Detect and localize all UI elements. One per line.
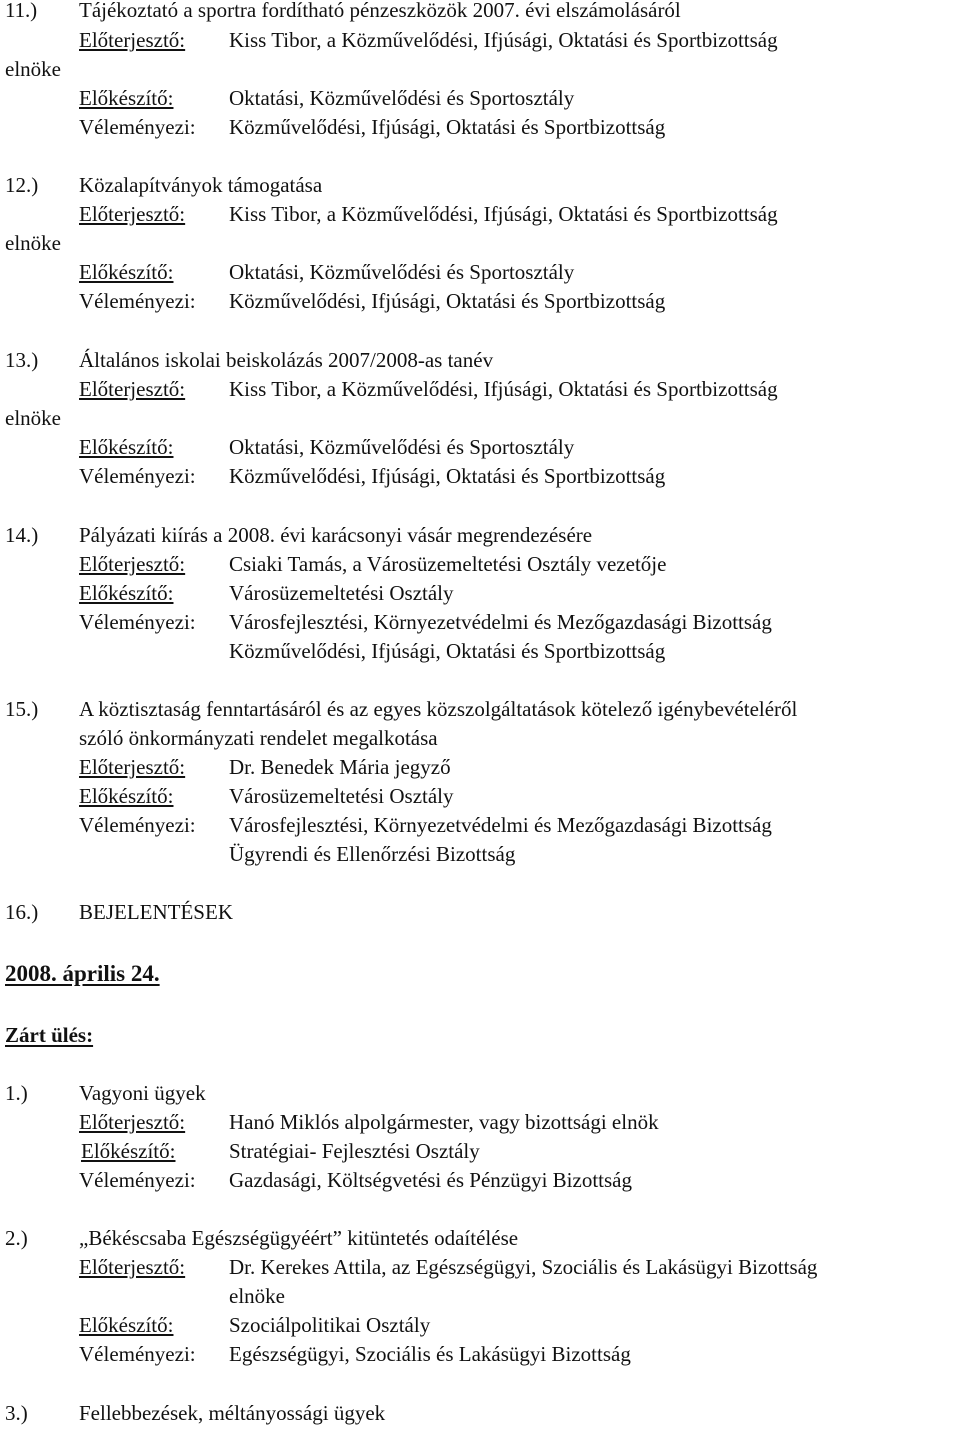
item-12-velemenyezi-value: Közművelődési, Ifjúsági, Oktatási és Sportbizottság [229,289,666,313]
item-16-number: 16.) [5,900,39,924]
item-15-velemenyezi-value-1: Városfejlesztési, Környezetvédelmi és Mezőgazdasági Bizottság [229,813,772,837]
item-12-title: Közalapítványok támogatása [79,173,323,197]
closed-item-3-title: Fellebbezések, méltányossági ügyek [79,1401,386,1425]
item-11-eloterjeszto-label: Előterjesztő: [79,28,186,52]
item-16-title: BEJELENTÉSEK [79,900,233,924]
item-12-elokeszito-label: Előkészítő: [79,260,174,284]
item-15-title-line-1: A köztisztaság fenntartásáról és az egyes közszolgáltatások kötelező igénybevételéről [79,697,798,721]
item-15-number: 15.) [5,697,39,721]
item-14-velemenyezi-label: Véleményezi: [79,610,196,634]
item-13-eloterjeszto-cont: elnöke [5,406,61,430]
item-12-eloterjeszto-label: Előterjesztő: [79,202,186,226]
closed-item-1-number: 1.) [5,1081,28,1105]
item-14-eloterjeszto-label: Előterjesztő: [79,552,186,576]
closed-item-2-eloterjeszto-value: Dr. Kerekes Attila, az Egészségügyi, Szociális és Lakásügyi Bizottság [229,1255,818,1279]
closed-item-2-title: „Békéscsaba Egészségügyéért” kitüntetés odaítélése [79,1226,519,1250]
item-11-title: Tájékoztató a sportra fordítható pénzeszközök 2007. évi elszámolásáról [79,0,681,22]
item-12-velemenyezi-label: Véleményezi: [79,289,196,313]
closed-item-1-elokeszito-value: Stratégiai- Fejlesztési Osztály [229,1139,480,1163]
closed-item-1-eloterjeszto-value: Hanó Miklós alpolgármester, vagy bizottsági elnök [229,1110,659,1134]
item-14-eloterjeszto-value: Csiaki Tamás, a Városüzemeltetési Osztály vezetője [229,552,667,576]
closed-item-3-number: 3.) [5,1401,28,1425]
item-13-elokeszito-label: Előkészítő: [79,435,174,459]
item-14-elokeszito-value: Városüzemeltetési Osztály [229,581,454,605]
item-12-eloterjeszto-cont: elnöke [5,231,61,255]
item-11-eloterjeszto-cont: elnöke [5,57,61,81]
item-13-title: Általános iskolai beiskolázás 2007/2008-as tanév [79,348,494,372]
item-15-elokeszito-label: Előkészítő: [79,784,174,808]
closed-item-2-velemenyezi-value: Egészségügyi, Szociális és Lakásügyi Bizottság [229,1342,631,1366]
item-14-number: 14.) [5,523,39,547]
closed-item-2-eloterjeszto-label: Előterjesztő: [79,1255,186,1279]
item-13-elokeszito-value: Oktatási, Közművelődési és Sportosztály [229,435,575,459]
item-11-velemenyezi-value: Közművelődési, Ifjúsági, Oktatási és Sportbizottság [229,115,666,139]
item-15-velemenyezi-value-2: Ügyrendi és Ellenőrzési Bizottság [229,842,516,866]
item-13-eloterjeszto-value: Kiss Tibor, a Közművelődési, Ifjúsági, Oktatási és Sportbizottság [229,377,778,401]
item-11-elokeszito-value: Oktatási, Közművelődési és Sportosztály [229,86,575,110]
item-12-elokeszito-value: Oktatási, Közművelődési és Sportosztály [229,260,575,284]
item-14-velemenyezi-value-2: Közművelődési, Ifjúsági, Oktatási és Sportbizottság [229,639,666,663]
item-11-elokeszito-label: Előkészítő: [79,86,174,110]
item-15-eloterjeszto-value: Dr. Benedek Mária jegyző [229,755,451,779]
item-13-number: 13.) [5,348,39,372]
item-14-title: Pályázati kiírás a 2008. évi karácsonyi vásár megrendezésére [79,523,593,547]
closed-item-2-elokeszito-value: Szociálpolitikai Osztály [229,1313,431,1337]
closed-item-1-eloterjeszto-label: Előterjesztő: [79,1110,186,1134]
item-15-title-line-2: szóló önkormányzati rendelet megalkotása [79,726,438,750]
item-11-velemenyezi-label: Véleményezi: [79,115,196,139]
closed-session-heading: Zárt ülés: [5,1023,94,1047]
closed-item-1-velemenyezi-value: Gazdasági, Költségvetési és Pénzügyi Bizottság [229,1168,632,1192]
closed-item-1-velemenyezi-label: Véleményezi: [79,1168,196,1192]
closed-item-2-number: 2.) [5,1226,28,1250]
item-11-number: 11.) [5,0,38,22]
item-12-number: 12.) [5,173,39,197]
item-15-eloterjeszto-label: Előterjesztő: [79,755,186,779]
item-13-velemenyezi-label: Véleményezi: [79,464,196,488]
item-14-elokeszito-label: Előkészítő: [79,581,174,605]
closed-item-2-elokeszito-label: Előkészítő: [79,1313,174,1337]
item-13-eloterjeszto-label: Előterjesztő: [79,377,186,401]
item-12-eloterjeszto-value: Kiss Tibor, a Közművelődési, Ifjúsági, Oktatási és Sportbizottság [229,202,778,226]
closed-item-2-velemenyezi-label: Véleményezi: [79,1342,196,1366]
item-15-elokeszito-value: Városüzemeltetési Osztály [229,784,454,808]
closed-item-1-title: Vagyoni ügyek [79,1081,206,1105]
item-15-velemenyezi-label: Véleményezi: [79,813,196,837]
item-11-eloterjeszto-value: Kiss Tibor, a Közművelődési, Ifjúsági, Oktatási és Sportbizottság [229,28,778,52]
closed-item-1-elokeszito-label: Előkészítő: [81,1139,176,1163]
session-date: 2008. április 24. [5,961,160,986]
closed-item-2-eloterjeszto-cont: elnöke [229,1284,285,1308]
item-13-velemenyezi-value: Közművelődési, Ifjúsági, Oktatási és Sportbizottság [229,464,666,488]
item-14-velemenyezi-value-1: Városfejlesztési, Környezetvédelmi és Mezőgazdasági Bizottság [229,610,772,634]
